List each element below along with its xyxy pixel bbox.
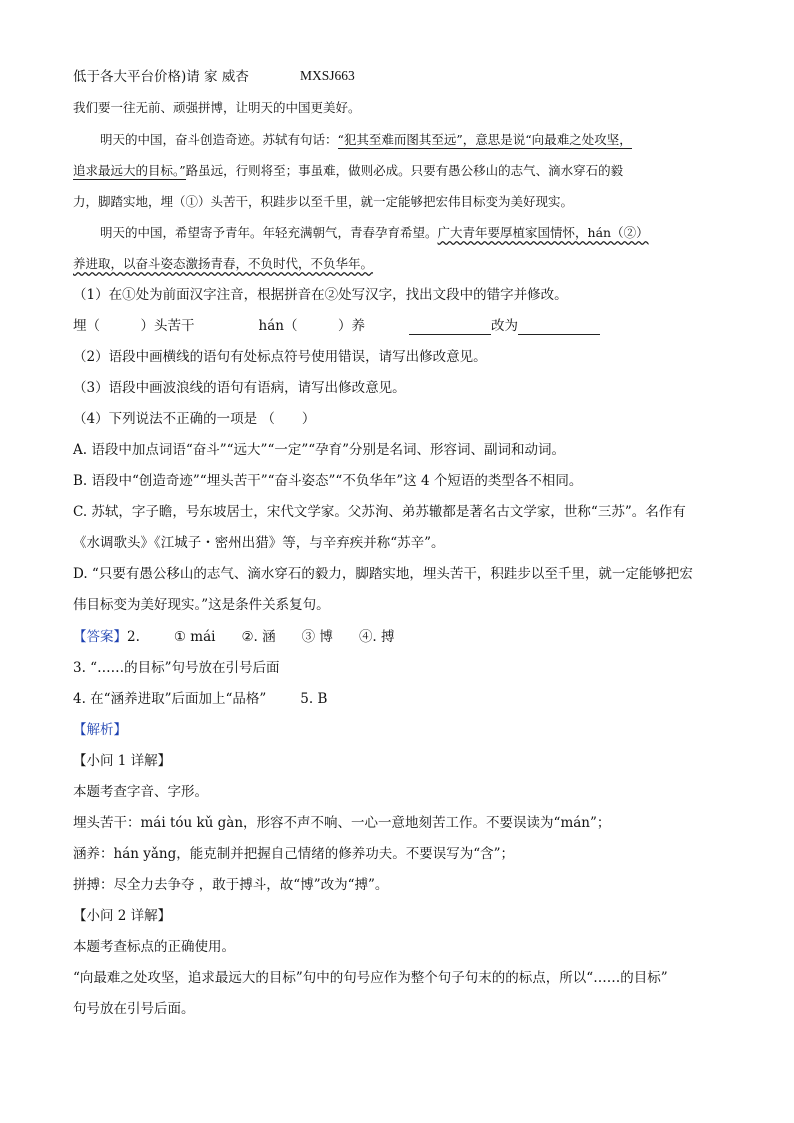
passage-p3-wavy: 广大青年要厚植家国情怀，hán（②） <box>437 225 649 240</box>
question-3: （3）语段中画波浪线的语句有语病，请写出修改意见。 <box>73 380 406 396</box>
passage-p3-line-2 <box>73 255 373 273</box>
option-b: B. 语段中“创造奇迹”“埋头苦干”“奋斗姿态”“不负华年”这 4 个短语的类型各不相同。 <box>73 473 583 489</box>
passage-line-1: 我们要一往无前、顽强拼博，让明天的中国更美好。 <box>73 100 361 115</box>
passage-p3-lead: 明天的中国，希望寄予青年。年轻充满朝气，青春孕育希望。 <box>100 225 438 240</box>
analysis-label: 【解析】 <box>73 722 127 738</box>
answer-item-1: ① mái <box>173 629 216 645</box>
sub-1-line-2: 涵养：hán yǎng，能克制并把握自己情绪的修养功夫。不要误写为“含”； <box>73 846 515 862</box>
answer-n2: 2. <box>127 629 140 645</box>
option-c-line-2: 《水调歌头》《江城子・密州出猎》等，与辛弃疾并称“苏辛”。 <box>73 535 445 551</box>
passage-p2-line-3: 力，脚踏实地，埋（①）头苦干，积跬步以至千里，就一定能够把宏伟目标变为美好现实。 <box>73 194 574 209</box>
passage-p2-line-2 <box>73 162 623 180</box>
answer-item-2: ②. 涵 <box>241 629 276 645</box>
answer-3: 3. “……的目标”句号放在引号后面 <box>73 660 280 676</box>
sub-2-line-2: 句号放在引号后面。 <box>73 1001 195 1017</box>
passage-p2-line2-underlined: 追求最远大的目标。” <box>73 163 186 178</box>
question-1: （1）在①处为前面汉字注音，根据拼音在②处写汉字，找出文段中的错字并修改。 <box>73 287 568 303</box>
passage-p2-underlined: “犯其至难而图其至远”，意思是说“向最难之处攻坚， <box>337 132 632 147</box>
header-code: MXSJ663 <box>300 68 355 83</box>
passage-p2-lead: 明天的中国，奋斗创造奇迹。苏轼有句话： <box>100 132 338 147</box>
passage-p3-line2-wavy: 养进取，以奋斗姿态激扬青春，不负时代，不负华年。 <box>73 256 374 271</box>
answer-4-5-line <box>73 690 327 708</box>
sub-2-line-1: “向最难之处攻坚，追求最远大的目标”句中的句号应作为整个句子句末的的标点，所以“……的目标” <box>73 970 668 986</box>
sub-1-intro: 本题考查字音、字形。 <box>73 784 208 800</box>
passage-p3-line-1 <box>100 224 649 242</box>
answer-label: 【答案】 <box>73 629 127 645</box>
question-4: （4）下列说法不正确的一项是 （ ） <box>73 411 316 427</box>
option-a: A. 语段中加点词语“奋斗”“远大”“一定”“孕育”分别是名词、形容词、副词和动词。 <box>73 442 566 458</box>
sub-2-title: 【小问 2 详解】 <box>73 908 172 924</box>
sub-1-title: 【小问 1 详解】 <box>73 753 172 769</box>
question-1-fill-line <box>73 317 600 335</box>
option-d-line-2: 伟目标变为美好现实。”这是条件关系复句。 <box>73 597 330 613</box>
answer-5: 5. B <box>300 691 328 707</box>
passage-p2-line2-rest: 路虽远，行则将至；事虽难，做则必成。只要有愚公移山的志气、滴水穿石的毅 <box>185 163 624 178</box>
option-d-line-1: D. “只要有愚公移山的志气、滴水穿石的毅力，脚踏实地，埋头苦干，积跬步以至千里，就一定能够把宏 <box>73 566 693 582</box>
option-c-line-1: C. 苏轼，字子瞻，号东坡居士，宋代文学家。父苏洵、弟苏辙都是著名古文学家，世称“三苏”。名作有 <box>73 504 686 520</box>
answer-line <box>73 628 395 646</box>
fill-han: hán（ ）养 <box>258 318 365 334</box>
sub-1-line-3: 拼搏：尽全力去争夺 ，敢于搏斗，故“博”改为“搏”。 <box>73 877 389 893</box>
answer-4: 4. 在“涵养进取”后面加上“品格” <box>73 691 267 707</box>
header-note: 低于各大平台价格)请 家 威杏 <box>73 69 249 85</box>
answer-item-4: ④. 搏 <box>358 629 395 645</box>
answer-item-3: ③ 博 <box>301 629 333 645</box>
sub-1-line-1: 埋头苦干：mái tóu kǔ gàn，形容不声不响、一心一意地刻苦工作。不要误读为“mán”； <box>73 815 611 831</box>
sub-2-intro: 本题考查标点的正确使用。 <box>73 939 235 955</box>
fill-change-to: 改为 <box>490 318 518 334</box>
question-2: （2）语段中画横线的语句有处标点符号使用错误，请写出修改意见。 <box>73 349 487 365</box>
fill-wrong-char-blank[interactable] <box>409 320 491 335</box>
fill-correct-char-blank[interactable] <box>518 320 600 335</box>
fill-mai: 埋（ ）头苦干 <box>73 318 195 334</box>
passage-p2-line-1 <box>100 131 632 149</box>
